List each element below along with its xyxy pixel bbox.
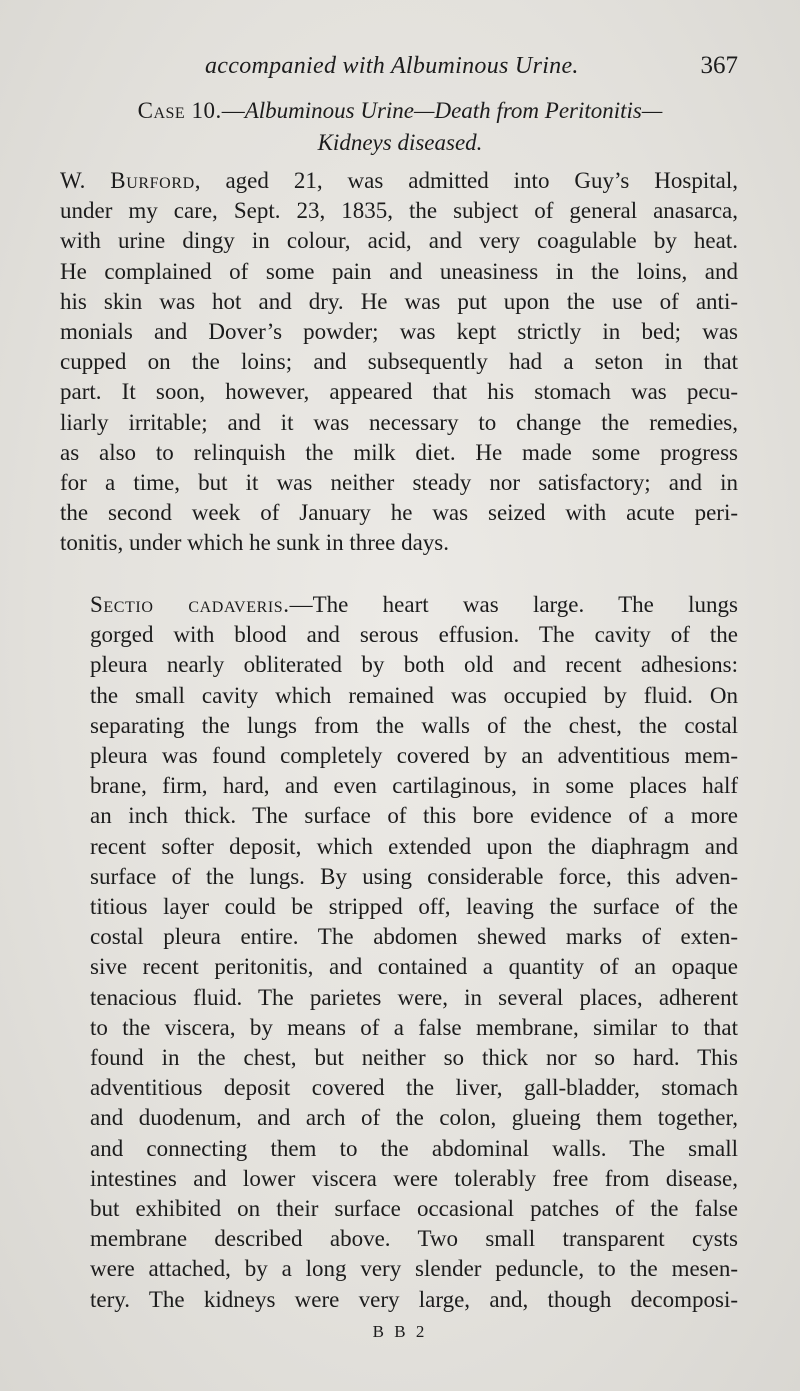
patient-name: Burford (110, 168, 195, 193)
paragraph-line: separating the lungs from the walls of the chest, the costal (90, 712, 738, 738)
paragraph-post-mortem (60, 590, 738, 1315)
paragraph-line: as also to relinquish the milk diet. He made some progress (60, 439, 738, 465)
paragraph-line: Sectio cadaveris.—The heart was large. The lungs (90, 592, 738, 617)
paragraph-line: membrane described above. Two small transparent cysts (90, 1226, 738, 1252)
paragraph-line: recent softer deposit, which extended upon the diaphragm and (90, 833, 738, 859)
paragraph-line: under my care, Sept. 23, 1835, the subject of general anasarca, (60, 198, 738, 224)
paragraph-line: brane, firm, hard, and even cartilaginous, in some places half (90, 773, 738, 799)
paragraph-line: W. Burford, aged 21, was admitted into Guy’s Hospital, (60, 168, 738, 193)
paragraph-line: titious layer could be stripped off, leaving the surface of the (90, 894, 738, 920)
paragraph-line: sive recent peritonitis, and contained a quantity of an opaque (90, 954, 738, 980)
signature-mark: B B 2 (372, 1322, 428, 1341)
paragraph-line: were attached, by a long very slender peduncle, to the mesen- (90, 1256, 738, 1282)
patient-initial: W. (60, 168, 111, 193)
running-head (60, 46, 738, 86)
paragraph-line: part. It soon, however, appeared that his stomach was pecu- (60, 379, 738, 405)
paragraph-line: costal pleura entire. The abdomen shewed marks of exten- (90, 924, 738, 950)
paragraph-line: pleura was found completely covered by an adventitious mem- (90, 743, 738, 769)
case-label: Case 10. (137, 98, 222, 123)
paragraph-line: He complained of some pain and uneasiness in the loins, and (60, 258, 738, 284)
case-title-line1: Albuminous Urine—Death from Peritonitis— (244, 98, 663, 123)
paragraph-line: pleura nearly obliterated by both old and recent adhesions: (90, 652, 738, 678)
paragraph-case-history (60, 166, 738, 559)
paragraph-line: the small cavity which remained was occupied by fluid. On (90, 682, 738, 708)
paragraph-line: to the viscera, by means of a false membrane, similar to that (90, 1014, 738, 1040)
page-number: 367 (700, 52, 738, 79)
paragraph-line: for a time, but it was neither steady nor satisfactory; and in (60, 470, 738, 496)
paragraph-line: tonitis, under which he sunk in three days. (60, 530, 450, 556)
paragraph-line: tery. The kidneys were very large, and, though decomposi- (90, 1286, 738, 1312)
paragraph-line: intestines and lower viscera were tolerably free from disease, (90, 1165, 738, 1191)
paragraph-line: tenacious fluid. The parietes were, in several places, adherent (90, 984, 738, 1010)
paragraph-line: liarly irritable; and it was necessary to change the remedies, (60, 409, 738, 435)
case-heading (60, 95, 740, 159)
sectio-cadaveris-label: Sectio cadaveris. (90, 592, 290, 617)
paragraph-line: with urine dingy in colour, acid, and very coagulable by heat. (60, 228, 738, 254)
running-title: accompanied with Albuminous Urine. (205, 53, 579, 79)
paragraph-line: his skin was hot and dry. He was put upon the use of anti- (60, 288, 738, 314)
paragraph-line: adventitious deposit covered the liver, gall-bladder, stomach (90, 1075, 738, 1101)
paragraph-line: cupped on the loins; and subsequently had a seton in that (60, 349, 738, 375)
paragraph-line: surface of the lungs. By using considerable force, this adven- (90, 863, 738, 889)
paragraph-line: but exhibited on their surface occasional patches of the false (90, 1196, 738, 1222)
paragraph-line: gorged with blood and serous effusion. The cavity of the (90, 622, 738, 648)
paragraph-line: and duodenum, and arch of the colon, glueing them together, (90, 1105, 738, 1131)
paragraph-line: an inch thick. The surface of this bore evidence of a more (90, 803, 738, 829)
case-title-line2: Kidneys diseased. (317, 130, 483, 155)
case-separator: — (221, 98, 245, 123)
paragraph-line: monials and Dover’s powder; was kept strictly in bed; was (60, 319, 738, 345)
paragraph-line: and connecting them to the abdominal walls. The small (90, 1135, 738, 1161)
paragraph-line: the second week of January he was seized with acute peri- (60, 500, 738, 526)
paragraph-line: found in the chest, but neither so thick nor so hard. This (90, 1045, 738, 1071)
